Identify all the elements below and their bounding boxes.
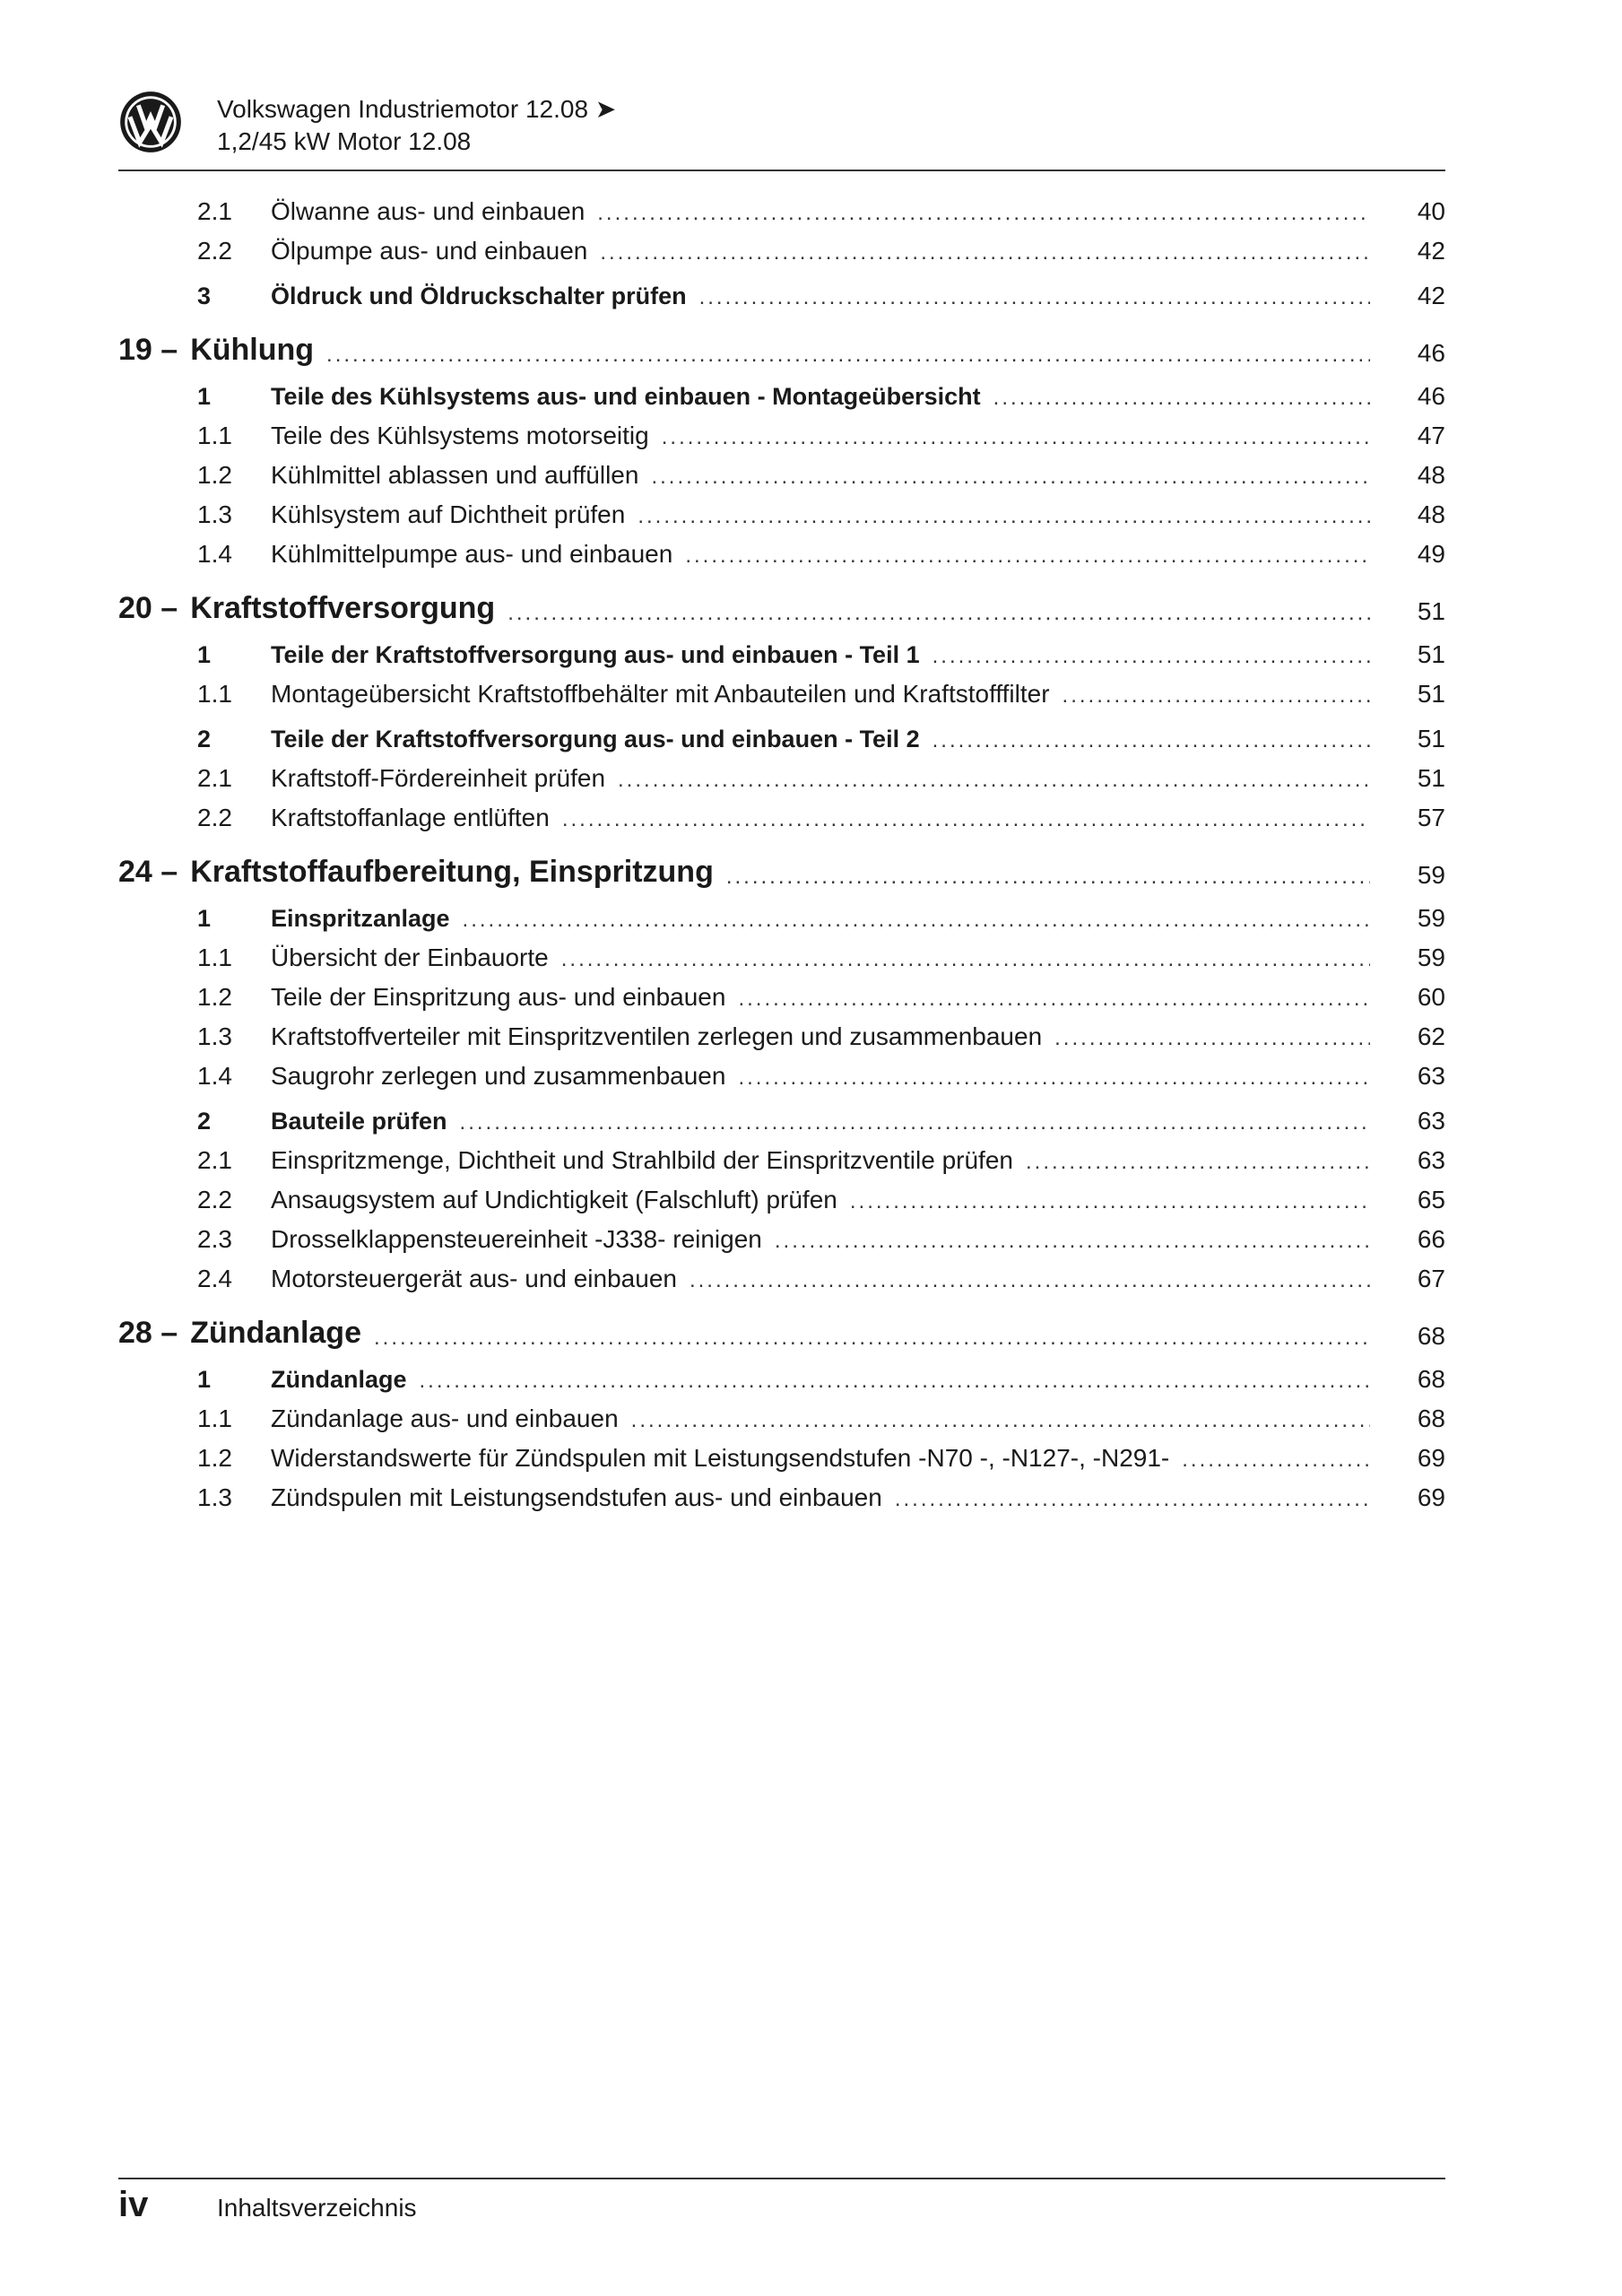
toc-entry-title: Bauteile prüfen (271, 1108, 447, 1135)
toc-entry-number: 1 (197, 1366, 212, 1393)
toc-entry-title: Teile der Kraftstoffversorgung aus- und einbauen - Teil 2 (271, 726, 920, 752)
toc-entry-sub[interactable] (118, 1483, 1445, 1523)
toc-entry-chapter[interactable] (118, 321, 1445, 377)
toc-entry-title: Einspritzanlage (271, 905, 450, 932)
toc-dot-leader (597, 201, 1370, 226)
toc-entry-number: 1.3 (197, 1483, 232, 1511)
toc-entry-number: 1 (197, 641, 212, 668)
toc-entry-page: 59 (1417, 861, 1445, 889)
toc-dot-leader (631, 1408, 1370, 1433)
toc-entry-title: Drosselklappensteuereinheit -J338- reinigen (271, 1225, 762, 1253)
toc-dot-leader (638, 504, 1370, 529)
toc-entry-page: 62 (1417, 1022, 1445, 1050)
toc-entry-title: Teile der Kraftstoffversorgung aus- und einbauen - Teil 1 (271, 641, 920, 668)
header-subtitle: 1,2/45 kW Motor 12.08 (217, 127, 472, 155)
toc-entry-sub[interactable] (118, 1225, 1445, 1265)
toc-entry-sub[interactable] (118, 1062, 1445, 1101)
toc-entry-section[interactable] (118, 640, 1445, 680)
toc-entry-number: 2.1 (197, 197, 232, 225)
header-divider (118, 170, 1445, 171)
table-of-contents (118, 197, 1445, 1523)
toc-entry-title: Kühlmittel ablassen und auffüllen (271, 461, 639, 489)
toc-entry-number: 24 – (118, 855, 178, 889)
toc-entry-sub[interactable] (118, 1405, 1445, 1444)
toc-entry-number: 28 – (118, 1316, 178, 1350)
toc-entry-page: 51 (1417, 764, 1445, 792)
toc-entry-sub[interactable] (118, 1186, 1445, 1225)
footer-section-label: Inhaltsverzeichnis (217, 2194, 417, 2222)
toc-entry-number: 1.3 (197, 1022, 232, 1050)
toc-entry-section[interactable] (118, 904, 1445, 944)
toc-entry-title: Widerstandswerte für Zündspulen mit Leistungsendstufen -N70 -, -N127-, -N291- (271, 1444, 1170, 1472)
toc-entry-title: Teile der Einspritzung aus- und einbauen (271, 983, 726, 1011)
toc-entry-number: 1.4 (197, 540, 232, 568)
toc-entry-section[interactable] (118, 282, 1445, 321)
toc-entry-sub[interactable] (118, 540, 1445, 579)
toc-entry-number: 20 – (118, 591, 178, 625)
toc-entry-page: 48 (1417, 500, 1445, 528)
toc-entry-page: 51 (1417, 597, 1445, 625)
footer-divider (118, 2178, 1445, 2179)
toc-dot-leader (463, 908, 1370, 933)
toc-entry-number: 1 (197, 905, 212, 932)
toc-entry-sub[interactable] (118, 1022, 1445, 1062)
toc-entry-number: 1.2 (197, 461, 232, 489)
toc-dot-leader (690, 1268, 1370, 1293)
toc-entry-page: 51 (1417, 640, 1445, 668)
toc-entry-section[interactable] (118, 1107, 1445, 1146)
toc-entry-number: 1.1 (197, 422, 232, 449)
toc-entry-number: 2.1 (197, 764, 232, 792)
toc-dot-leader (993, 386, 1370, 411)
toc-dot-leader (699, 285, 1370, 310)
toc-entry-page: 46 (1417, 382, 1445, 410)
toc-entry-sub[interactable] (118, 764, 1445, 804)
toc-dot-leader (895, 1487, 1370, 1512)
toc-dot-leader (1182, 1448, 1370, 1473)
toc-dot-leader (1054, 1026, 1370, 1051)
toc-dot-leader (775, 1229, 1370, 1254)
toc-entry-title: Teile des Kühlsystems motorseitig (271, 422, 649, 449)
toc-entry-page: 69 (1417, 1444, 1445, 1472)
toc-entry-title: Übersicht der Einbauorte (271, 944, 549, 971)
toc-entry-page: 69 (1417, 1483, 1445, 1511)
toc-entry-page: 65 (1417, 1186, 1445, 1213)
toc-entry-sub[interactable] (118, 944, 1445, 983)
toc-entry-title: Montageübersicht Kraftstoffbehälter mit Anbauteilen und Kraftstofffilter (271, 680, 1050, 708)
toc-entry-title: Kraftstoffversorgung (190, 591, 496, 625)
toc-dot-leader (685, 544, 1370, 569)
toc-entry-number: 2.2 (197, 1186, 232, 1213)
toc-entry-sub[interactable] (118, 500, 1445, 540)
toc-entry-sub[interactable] (118, 983, 1445, 1022)
footer-page-number: iv (118, 2185, 149, 2224)
toc-entry-page: 68 (1417, 1365, 1445, 1393)
toc-entry-sub[interactable] (118, 422, 1445, 461)
toc-entry-title: Motorsteuergerät aus- und einbauen (271, 1265, 677, 1292)
toc-dot-leader (420, 1369, 1370, 1394)
toc-entry-page: 51 (1417, 725, 1445, 752)
toc-entry-page: 51 (1417, 680, 1445, 708)
vw-logo (118, 90, 183, 154)
toc-entry-page: 48 (1417, 461, 1445, 489)
toc-dot-leader (1063, 683, 1370, 709)
toc-entry-number: 3 (197, 283, 212, 309)
toc-dot-leader (651, 465, 1370, 490)
toc-dot-leader (618, 768, 1370, 793)
toc-entry-title: Kraftstoffanlage entlüften (271, 804, 550, 831)
toc-entry-title: Kühlung (190, 333, 315, 367)
toc-entry-page: 57 (1417, 804, 1445, 831)
toc-entry-number: 19 – (118, 333, 178, 367)
toc-entry-number: 2 (197, 726, 212, 752)
toc-entry-page: 68 (1417, 1322, 1445, 1350)
toc-entry-page: 49 (1417, 540, 1445, 568)
toc-entry-sub[interactable] (118, 680, 1445, 719)
toc-entry-section[interactable] (118, 1365, 1445, 1405)
toc-entry-page: 46 (1417, 339, 1445, 367)
toc-entry-page: 66 (1417, 1225, 1445, 1253)
toc-entry-section[interactable] (118, 382, 1445, 422)
toc-entry-page: 59 (1417, 904, 1445, 932)
toc-entry-page: 42 (1417, 237, 1445, 265)
header-title: Volkswagen Industriemotor 12.08 ➤ (217, 95, 617, 123)
toc-entry-title: Kraftstoffaufbereitung, Einspritzung (190, 855, 714, 889)
toc-entry-title: Teile des Kühlsystems aus- und einbauen - Montageübersicht (271, 383, 981, 410)
toc-entry-title: Kraftstoffverteiler mit Einspritzventilen zerlegen und zusammenbauen (271, 1022, 1043, 1050)
toc-entry-number: 2.4 (197, 1265, 232, 1292)
toc-entry-sub[interactable] (118, 1444, 1445, 1483)
toc-entry-number: 2.3 (197, 1225, 232, 1253)
toc-dot-leader (1026, 1150, 1370, 1175)
toc-dot-leader (738, 1065, 1370, 1091)
toc-entry-page: 60 (1417, 983, 1445, 1011)
toc-entry-sub[interactable] (118, 1265, 1445, 1304)
toc-dot-leader (600, 240, 1370, 265)
toc-entry-chapter[interactable] (118, 579, 1445, 635)
toc-entry-number: 1.4 (197, 1062, 232, 1090)
toc-entry-title: Zündanlage (271, 1366, 407, 1393)
toc-entry-title: Öldruck und Öldruckschalter prüfen (271, 283, 687, 309)
toc-dot-leader (507, 601, 1370, 626)
toc-entry-number: 1.3 (197, 500, 232, 528)
toc-entry-chapter[interactable] (118, 1304, 1445, 1360)
toc-entry-number: 2.1 (197, 1146, 232, 1174)
toc-entry-title: Zündspulen mit Leistungsendstufen aus- und einbauen (271, 1483, 882, 1511)
toc-dot-leader (562, 807, 1370, 832)
toc-entry-title: Saugrohr zerlegen und zusammenbauen (271, 1062, 726, 1090)
toc-entry-page: 40 (1417, 197, 1445, 225)
toc-entry-number: 1.1 (197, 1405, 232, 1432)
toc-dot-leader (738, 987, 1370, 1012)
toc-entry-title: Kraftstoff-Fördereinheit prüfen (271, 764, 606, 792)
toc-entry-page: 63 (1417, 1062, 1445, 1090)
toc-entry-number: 1.1 (197, 944, 232, 971)
toc-entry-section[interactable] (118, 725, 1445, 764)
toc-entry-title: Ölwanne aus- und einbauen (271, 197, 585, 225)
toc-entry-page: 47 (1417, 422, 1445, 449)
toc-entry-number: 1.2 (197, 1444, 232, 1472)
toc-dot-leader (726, 865, 1370, 890)
toc-entry-page: 59 (1417, 944, 1445, 971)
toc-entry-title: Ölpumpe aus- und einbauen (271, 237, 588, 265)
toc-dot-leader (326, 343, 1370, 368)
toc-dot-leader (561, 947, 1370, 972)
toc-entry-title: Ansaugsystem auf Undichtigkeit (Falschluft) prüfen (271, 1186, 837, 1213)
toc-entry-page: 67 (1417, 1265, 1445, 1292)
toc-dot-leader (662, 425, 1370, 450)
toc-dot-leader (932, 728, 1370, 753)
toc-entry-page: 63 (1417, 1107, 1445, 1135)
toc-dot-leader (850, 1189, 1370, 1214)
toc-dot-leader (374, 1326, 1370, 1351)
toc-entry-sub[interactable] (118, 237, 1445, 276)
toc-entry-sub[interactable] (118, 461, 1445, 500)
toc-entry-page: 68 (1417, 1405, 1445, 1432)
toc-dot-leader (932, 644, 1370, 669)
toc-entry-sub[interactable] (118, 804, 1445, 843)
toc-entry-number: 1.1 (197, 680, 232, 708)
toc-entry-number: 1.2 (197, 983, 232, 1011)
toc-entry-number: 1 (197, 383, 212, 410)
toc-entry-number: 2 (197, 1108, 212, 1135)
toc-entry-chapter[interactable] (118, 843, 1445, 899)
toc-entry-number: 2.2 (197, 804, 232, 831)
toc-entry-page: 63 (1417, 1146, 1445, 1174)
toc-entry-title: Einspritzmenge, Dichtheit und Strahlbild der Einspritzventile prüfen (271, 1146, 1013, 1174)
toc-entry-title: Zündanlage aus- und einbauen (271, 1405, 619, 1432)
toc-dot-leader (460, 1110, 1370, 1135)
toc-entry-page: 42 (1417, 282, 1445, 309)
toc-entry-title: Kühlmittelpumpe aus- und einbauen (271, 540, 673, 568)
toc-entry-title: Kühlsystem auf Dichtheit prüfen (271, 500, 626, 528)
toc-entry-number: 2.2 (197, 237, 232, 265)
toc-entry-sub[interactable] (118, 197, 1445, 237)
toc-entry-title: Zündanlage (190, 1316, 361, 1350)
toc-entry-sub[interactable] (118, 1146, 1445, 1186)
